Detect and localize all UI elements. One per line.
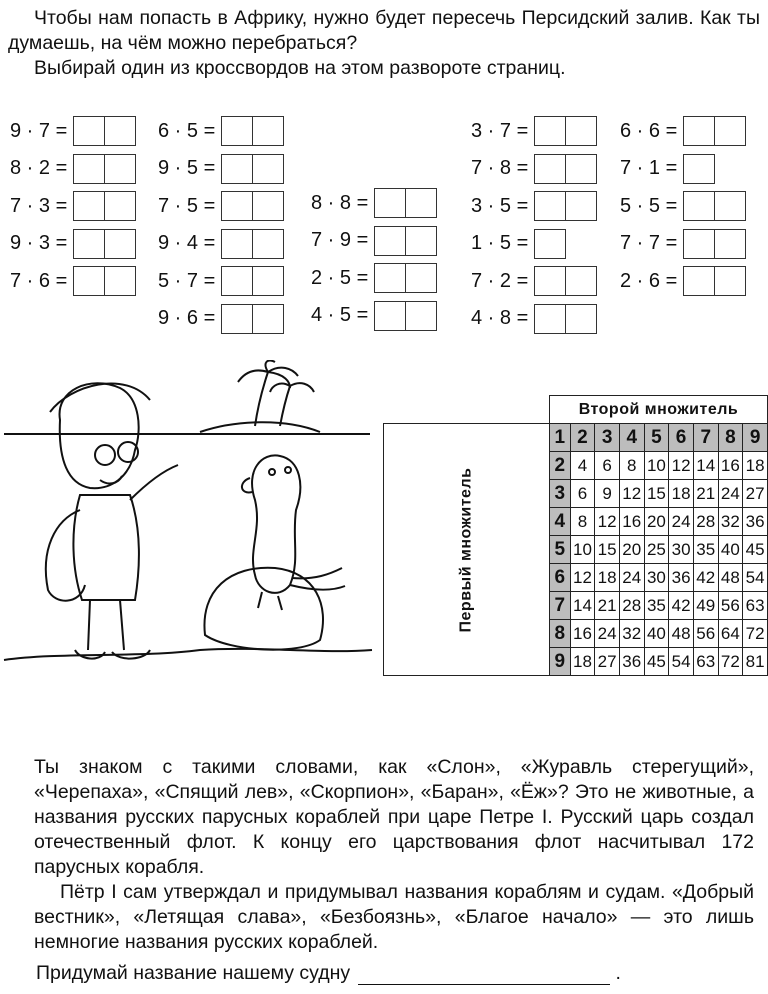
table-row-header-cell: 2 bbox=[549, 452, 570, 480]
table-cell: 63 bbox=[693, 648, 718, 676]
table-cell: 36 bbox=[743, 508, 768, 536]
intro-text bbox=[8, 6, 760, 81]
answer-digit-cell[interactable] bbox=[375, 227, 405, 255]
answer-digit-cell[interactable] bbox=[252, 192, 283, 220]
table-cell: 8 bbox=[570, 508, 595, 536]
answer-box[interactable] bbox=[73, 191, 136, 221]
table-cell: 36 bbox=[619, 648, 644, 676]
answer-digit-cell[interactable] bbox=[535, 305, 565, 333]
answer-digit-cell[interactable] bbox=[252, 117, 283, 145]
answer-box[interactable] bbox=[374, 226, 437, 256]
exercise-row bbox=[471, 266, 597, 296]
intro-line-2: Выбирай один из кроссвордов на этом развороте страниц. bbox=[34, 57, 566, 79]
table-row-header-cell: 9 bbox=[549, 648, 570, 676]
exercise-row bbox=[158, 229, 284, 259]
answer-box[interactable] bbox=[221, 116, 284, 146]
table-cell: 21 bbox=[595, 592, 620, 620]
exercise-row bbox=[158, 266, 284, 296]
answer-box[interactable] bbox=[221, 266, 284, 296]
answer-box[interactable] bbox=[221, 191, 284, 221]
exercise-expression: 6 · 6 = bbox=[620, 119, 678, 142]
exercise-row bbox=[620, 191, 746, 221]
table-cell: 40 bbox=[718, 536, 743, 564]
table-cell: 6 bbox=[595, 452, 620, 480]
table-cell: 54 bbox=[669, 648, 694, 676]
answer-box[interactable] bbox=[683, 229, 746, 259]
table-cell: 20 bbox=[619, 536, 644, 564]
answer-digit-cell[interactable] bbox=[104, 117, 135, 145]
answer-digit-cell[interactable] bbox=[405, 302, 436, 330]
exercise-row bbox=[471, 116, 597, 146]
table-cell: 35 bbox=[693, 536, 718, 564]
answer-box[interactable] bbox=[683, 191, 746, 221]
answer-box[interactable] bbox=[73, 116, 136, 146]
table-cell: 81 bbox=[743, 648, 768, 676]
answer-digit-cell[interactable] bbox=[684, 117, 714, 145]
table-side-label-cell bbox=[384, 424, 550, 676]
table-cell: 6 bbox=[570, 480, 595, 508]
exercise-expression: 3 · 7 = bbox=[471, 119, 529, 142]
table-cell: 24 bbox=[718, 480, 743, 508]
table-cell: 24 bbox=[619, 564, 644, 592]
answer-digit-cell[interactable] bbox=[714, 267, 745, 295]
exercise-expression: 9 · 7 = bbox=[10, 119, 68, 142]
exercise-row bbox=[471, 191, 597, 221]
answer-digit-cell[interactable] bbox=[252, 305, 283, 333]
answer-digit-cell[interactable] bbox=[252, 230, 283, 258]
answer-digit-cell[interactable] bbox=[535, 230, 565, 258]
table-cell: 28 bbox=[619, 592, 644, 620]
table-cell: 64 bbox=[718, 620, 743, 648]
exercise-expression: 9 · 6 = bbox=[158, 307, 216, 329]
exercise-row bbox=[471, 229, 566, 259]
table-cell: 14 bbox=[570, 592, 595, 620]
answer-digit-cell[interactable] bbox=[565, 117, 596, 145]
table-cell: 42 bbox=[669, 592, 694, 620]
exercise-expression: 5 · 7 = bbox=[158, 269, 216, 292]
answer-digit-cell[interactable] bbox=[74, 155, 104, 183]
answer-digit-cell[interactable] bbox=[375, 264, 405, 292]
answer-digit-cell[interactable] bbox=[714, 192, 745, 220]
table-cell: 20 bbox=[644, 508, 669, 536]
exercise-expression: 4 · 5 = bbox=[311, 304, 369, 326]
exercise-row bbox=[471, 304, 597, 334]
table-header-cell: 8 bbox=[718, 424, 743, 452]
table-cell: 28 bbox=[693, 508, 718, 536]
table-cell: 32 bbox=[718, 508, 743, 536]
table-cell: 24 bbox=[595, 620, 620, 648]
exercise-row bbox=[158, 116, 284, 146]
exercise-row bbox=[158, 154, 284, 184]
answer-digit-cell[interactable] bbox=[714, 117, 745, 145]
exercise-row bbox=[158, 191, 284, 221]
answer-digit-cell[interactable] bbox=[714, 230, 745, 258]
table-row-header-cell: 8 bbox=[549, 620, 570, 648]
answer-box[interactable] bbox=[73, 266, 136, 296]
exercise-expression: 9 · 4 = bbox=[158, 232, 216, 254]
table-cell: 45 bbox=[743, 536, 768, 564]
table-cell: 45 bbox=[644, 648, 669, 676]
answer-digit-cell[interactable] bbox=[684, 155, 714, 183]
exercise-expression: 9 · 5 = bbox=[158, 157, 216, 179]
exercise-expression: 8 · 8 = bbox=[311, 191, 369, 214]
exercise-expression: 7 · 2 = bbox=[471, 269, 529, 292]
table-cell: 49 bbox=[693, 592, 718, 620]
answer-digit-cell[interactable] bbox=[565, 155, 596, 183]
exercise-row bbox=[620, 229, 746, 259]
table-cell: 18 bbox=[570, 648, 595, 676]
table-cell: 9 bbox=[595, 480, 620, 508]
table-cell: 18 bbox=[595, 564, 620, 592]
answer-digit-cell[interactable] bbox=[74, 192, 104, 220]
table-row-header-cell: 6 bbox=[549, 564, 570, 592]
answer-digit-cell[interactable] bbox=[565, 192, 596, 220]
table-top-label: Второй множитель bbox=[549, 396, 767, 424]
exercise-expression: 9 · 3 = bbox=[10, 232, 68, 254]
answer-box[interactable] bbox=[374, 188, 437, 218]
table-row-header-cell: 5 bbox=[549, 536, 570, 564]
table-cell: 30 bbox=[644, 564, 669, 592]
prompt-period: . bbox=[615, 962, 621, 984]
exercise-row bbox=[10, 191, 136, 221]
answer-digit-cell[interactable] bbox=[74, 117, 104, 145]
answer-digit-cell[interactable] bbox=[252, 155, 283, 183]
answer-digit-cell[interactable] bbox=[104, 155, 135, 183]
table-cell: 54 bbox=[743, 564, 768, 592]
answer-box[interactable] bbox=[374, 263, 437, 293]
exercise-expression: 7 · 5 = bbox=[158, 194, 216, 217]
answer-digit-cell[interactable] bbox=[405, 227, 436, 255]
table-cell: 40 bbox=[644, 620, 669, 648]
answer-box[interactable] bbox=[534, 191, 597, 221]
exercise-expression: 6 · 5 = bbox=[158, 119, 216, 142]
exercise-row bbox=[620, 116, 746, 146]
answer-box[interactable] bbox=[221, 304, 284, 334]
table-cell: 72 bbox=[718, 648, 743, 676]
multiplication-table bbox=[383, 395, 768, 676]
exercise-expression: 7 · 3 = bbox=[10, 194, 68, 217]
answer-box[interactable] bbox=[73, 154, 136, 184]
table-cell: 12 bbox=[570, 564, 595, 592]
answer-digit-cell[interactable] bbox=[535, 117, 565, 145]
answer-digit-cell[interactable] bbox=[222, 192, 252, 220]
table-cell: 35 bbox=[644, 592, 669, 620]
exercise-row bbox=[471, 154, 597, 184]
answer-digit-cell[interactable] bbox=[375, 189, 405, 217]
answer-box[interactable] bbox=[683, 266, 746, 296]
exercise-row bbox=[620, 266, 746, 296]
table-cell: 24 bbox=[669, 508, 694, 536]
exercise-row bbox=[10, 229, 136, 259]
answer-blank[interactable] bbox=[358, 965, 610, 985]
table-cell: 12 bbox=[619, 480, 644, 508]
table-cell: 8 bbox=[619, 452, 644, 480]
exercise-row bbox=[158, 304, 284, 334]
table-cell: 21 bbox=[693, 480, 718, 508]
answer-digit-cell[interactable] bbox=[405, 264, 436, 292]
table-cell: 56 bbox=[693, 620, 718, 648]
table-cell: 42 bbox=[693, 564, 718, 592]
story-text bbox=[34, 755, 754, 955]
exercise-row bbox=[10, 154, 136, 184]
exercise-row bbox=[311, 226, 437, 256]
exercise-expression: 1 · 5 = bbox=[471, 232, 529, 254]
table-cell: 15 bbox=[644, 480, 669, 508]
boy-and-parrot-illustration bbox=[0, 360, 375, 700]
answer-digit-cell[interactable] bbox=[222, 155, 252, 183]
table-cell: 48 bbox=[669, 620, 694, 648]
answer-box[interactable] bbox=[534, 154, 597, 184]
table-cell: 72 bbox=[743, 620, 768, 648]
answer-box[interactable] bbox=[534, 266, 597, 296]
table-cell: 12 bbox=[595, 508, 620, 536]
answer-digit-cell[interactable] bbox=[104, 230, 135, 258]
exercise-expression: 7 · 8 = bbox=[471, 157, 529, 179]
ship-name-prompt bbox=[36, 962, 621, 985]
exercise-expression: 2 · 6 = bbox=[620, 269, 678, 292]
table-cell: 16 bbox=[619, 508, 644, 536]
table-cell: 16 bbox=[570, 620, 595, 648]
table-cell: 36 bbox=[669, 564, 694, 592]
exercise-expression: 7 · 1 = bbox=[620, 157, 678, 179]
table-cell: 4 bbox=[570, 452, 595, 480]
answer-box[interactable] bbox=[221, 229, 284, 259]
exercise-expression: 2 · 5 = bbox=[311, 266, 369, 289]
table-cell: 56 bbox=[718, 592, 743, 620]
table-cell: 10 bbox=[570, 536, 595, 564]
exercise-expression: 3 · 5 = bbox=[471, 194, 529, 217]
exercise-expression: 8 · 2 = bbox=[10, 157, 68, 179]
exercise-row bbox=[620, 154, 715, 184]
answer-digit-cell[interactable] bbox=[74, 230, 104, 258]
answer-digit-cell[interactable] bbox=[535, 155, 565, 183]
answer-box[interactable] bbox=[683, 116, 746, 146]
table-header-cell: 1 bbox=[549, 424, 570, 452]
table-header-cell: 4 bbox=[619, 424, 644, 452]
answer-digit-cell[interactable] bbox=[104, 267, 135, 295]
table-cell: 15 bbox=[595, 536, 620, 564]
answer-box[interactable] bbox=[221, 154, 284, 184]
table-cell: 18 bbox=[669, 480, 694, 508]
table-header-cell: 7 bbox=[693, 424, 718, 452]
exercise-expression: 5 · 5 = bbox=[620, 194, 678, 217]
table-header-cell: 3 bbox=[595, 424, 620, 452]
answer-digit-cell[interactable] bbox=[535, 192, 565, 220]
exercise-expression: 4 · 8 = bbox=[471, 307, 529, 329]
exercise-row bbox=[311, 263, 437, 293]
answer-digit-cell[interactable] bbox=[252, 267, 283, 295]
table-cell: 25 bbox=[644, 536, 669, 564]
answer-digit-cell[interactable] bbox=[684, 230, 714, 258]
exercise-expression: 7 · 9 = bbox=[311, 229, 369, 251]
prompt-text: Придумай название нашему судну bbox=[36, 962, 351, 984]
table-header-cell: 5 bbox=[644, 424, 669, 452]
table-cell: 27 bbox=[743, 480, 768, 508]
answer-digit-cell[interactable] bbox=[565, 305, 596, 333]
table-row-header-cell: 7 bbox=[549, 592, 570, 620]
exercise-row bbox=[311, 301, 437, 331]
table-cell: 16 bbox=[718, 452, 743, 480]
exercise-expression: 7 · 7 = bbox=[620, 232, 678, 254]
answer-digit-cell[interactable] bbox=[222, 305, 252, 333]
table-cell: 12 bbox=[669, 452, 694, 480]
answer-box[interactable] bbox=[374, 301, 437, 331]
exercise-row bbox=[10, 116, 136, 146]
table-cell: 18 bbox=[743, 452, 768, 480]
answer-box[interactable] bbox=[73, 229, 136, 259]
table-row-header-cell: 3 bbox=[549, 480, 570, 508]
answer-digit-cell[interactable] bbox=[535, 267, 565, 295]
answer-digit-cell[interactable] bbox=[684, 267, 714, 295]
table-side-label: Первый множитель bbox=[457, 467, 475, 632]
answer-box[interactable] bbox=[534, 229, 566, 259]
answer-digit-cell[interactable] bbox=[405, 189, 436, 217]
table-header-cell: 2 bbox=[570, 424, 595, 452]
answer-box[interactable] bbox=[534, 304, 597, 334]
answer-digit-cell[interactable] bbox=[74, 267, 104, 295]
table-cell: 63 bbox=[743, 592, 768, 620]
table-cell: 14 bbox=[693, 452, 718, 480]
exercise-expression: 7 · 6 = bbox=[10, 269, 68, 292]
answer-digit-cell[interactable] bbox=[375, 302, 405, 330]
table-row-header-cell: 4 bbox=[549, 508, 570, 536]
exercise-row bbox=[10, 266, 136, 296]
story-paragraph-2: Пётр I сам утверждал и придумывал названия кораблям и судам. «Добрый вестник», «Летящая слава», «Безбоязнь», «Благое начало» — это лишь немногие названия русских кораблей. bbox=[34, 881, 754, 953]
answer-box[interactable] bbox=[683, 154, 715, 184]
table-cell: 32 bbox=[619, 620, 644, 648]
answer-box[interactable] bbox=[534, 116, 597, 146]
answer-digit-cell[interactable] bbox=[104, 192, 135, 220]
table-header-cell: 6 bbox=[669, 424, 694, 452]
answer-digit-cell[interactable] bbox=[222, 267, 252, 295]
table-cell: 27 bbox=[595, 648, 620, 676]
table-cell: 30 bbox=[669, 536, 694, 564]
table-cell: 48 bbox=[718, 564, 743, 592]
intro-line-1: Чтобы нам попасть в Африку, нужно будет пересечь Персидский залив. Как ты думаешь, на чём можно перебраться? bbox=[8, 7, 760, 54]
exercise-row bbox=[311, 188, 437, 218]
answer-digit-cell[interactable] bbox=[565, 267, 596, 295]
table-corner bbox=[384, 396, 550, 424]
answer-digit-cell[interactable] bbox=[222, 117, 252, 145]
answer-digit-cell[interactable] bbox=[222, 230, 252, 258]
answer-digit-cell[interactable] bbox=[684, 192, 714, 220]
table-cell: 10 bbox=[644, 452, 669, 480]
table-header-cell: 9 bbox=[743, 424, 768, 452]
story-paragraph-1: Ты знаком с такими словами, как «Слон», «Журавль стерегущий», «Черепаха», «Спящий лев», «Скорпион», «Баран», «Ёж»? Это не животные, а названия русских парусных кораблей при царе Петре I. Русский царь создал отечественный флот. К концу его царствования флот насчитывал 172 парусных корабля. bbox=[34, 756, 754, 878]
